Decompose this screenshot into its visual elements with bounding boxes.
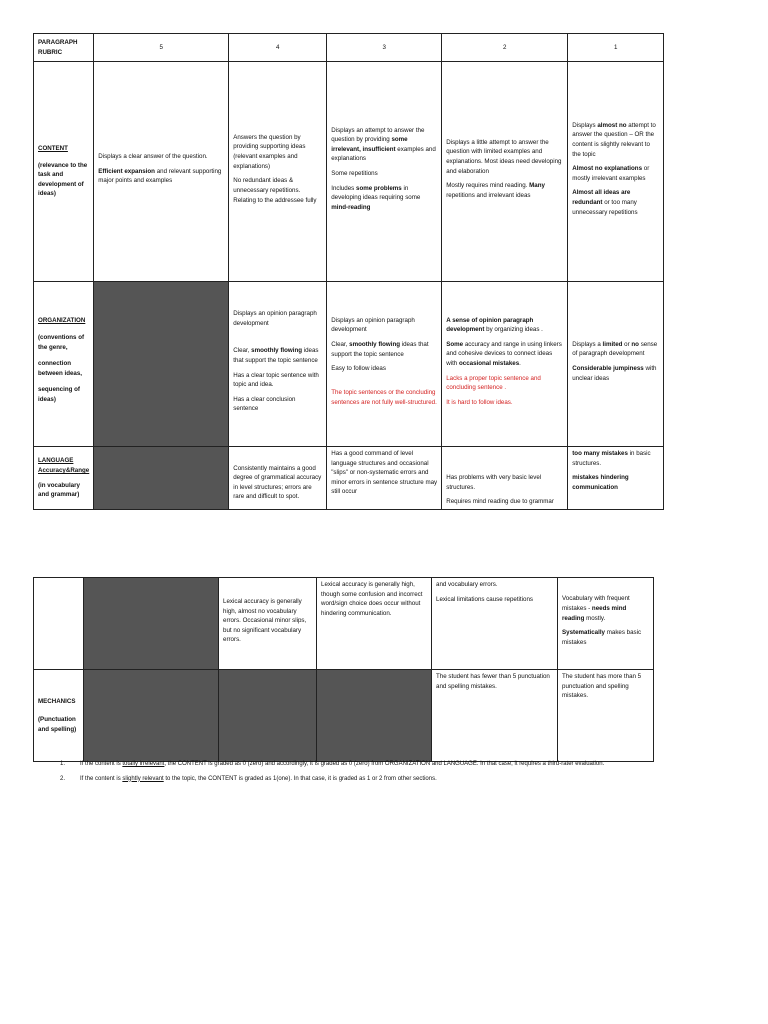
rubric-table-top [33, 33, 664, 510]
language-score-5-empty [94, 447, 229, 510]
language-s4: Consistently maintains a good degree of grammatical accuracy in level structures; errors are rare and difficult to spot. [233, 464, 322, 501]
content-desc: (relevance to the task and development of ideas) [38, 161, 88, 198]
mechanics-name: MECHANICS [38, 697, 76, 705]
organization-s4-p4: Has a clear conclusion sentence [233, 395, 296, 413]
language-criterion [34, 447, 94, 510]
content-score-3 [327, 62, 442, 282]
footnote-1-text: If the content is totally irrelevant, the CONTENT is graded as 0 (zero) and accordingly, it is graded as 0 (zero) from ORGANIZATION and LANGUAGE. In that case, it requires a third-rater evaluation. [80, 761, 605, 767]
footnote-2-text: If the content is slightly relevant to the topic, the CONTENT is graded as 1(one). In that case, it is graded as 1 or 2 from other sections. [80, 775, 437, 782]
mechanics-score-1 [558, 670, 654, 762]
content-score-4 [229, 62, 327, 282]
content-criterion [34, 62, 94, 282]
vocabulary-score-3 [317, 578, 432, 670]
score-3-header: 3 [327, 34, 442, 62]
content-s1-p2: Almost no explanations or mostly irrelevant examples [572, 165, 650, 182]
organization-desc-3: sequencing of ideas) [38, 386, 80, 404]
content-s3-p3: Includes some problems in developing ideas requiring some mind-reading [331, 184, 421, 211]
language-score-2 [442, 447, 568, 510]
organization-score-2 [442, 282, 568, 447]
language-score-1 [568, 447, 664, 510]
score-1-header: 1 [568, 34, 664, 62]
content-s5-p1: Displays a clear answer of the question. [98, 153, 208, 161]
vocabulary-criterion-empty [34, 578, 84, 670]
language-score-4 [229, 447, 327, 510]
footnote-1-number: 1. [60, 761, 66, 767]
language-row [34, 447, 664, 510]
mechanics-desc: (Punctuation and spelling) [38, 716, 77, 733]
content-s2-p2: Mostly requires mind reading. Many repetitions and irrelevant ideas [446, 182, 545, 199]
organization-desc-2: connection between ideas, [38, 360, 83, 377]
content-s2-p1: Displays a little attempt to answer the question with limited examples and explanations. Most ideas need developing and elaboration [446, 138, 562, 175]
organization-name: ORGANIZATION [38, 317, 86, 325]
organization-s3-p4: The topic sentences or the concluding sentences are not fully well-structured. [331, 388, 437, 406]
organization-score-4 [229, 282, 327, 447]
organization-criterion [34, 282, 94, 447]
content-s5-p2: Efficient expansion and relevant supporting major points and examples [98, 167, 222, 185]
organization-s3-p1: Displays an opinion paragraph development [331, 316, 415, 334]
organization-score-3 [327, 282, 442, 447]
vocabulary-s1-p2: Systematically makes basic mistakes [562, 629, 642, 646]
rubric-table-bottom [33, 577, 654, 762]
organization-desc-1: (conventions of the genre, [38, 333, 85, 351]
content-score-5 [94, 62, 229, 282]
language-name: LANGUAGE Accuracy&Range [38, 457, 90, 474]
mechanics-score-2 [432, 670, 558, 762]
score-4-header: 4 [229, 34, 327, 62]
vocabulary-score-1 [558, 578, 654, 670]
organization-score-1 [568, 282, 664, 447]
content-s3-p2: Some repetitions [331, 170, 378, 177]
vocabulary-s4: Lexical accuracy is generally high, almost no vocabulary errors. Occasional minor slips, but no significant vocabulary errors. [223, 597, 307, 644]
language-score-3 [327, 447, 442, 510]
organization-s3-p2: Clear, smoothly flowing ideas that support the topic sentence [331, 341, 429, 358]
content-s1-p1: Displays almost no attempt to answer the question – OR the content is slightly relevant to the topic [572, 121, 656, 158]
content-name: CONTENT [38, 144, 68, 152]
organization-s4-p3: Has a clear topic sentence with topic and idea. [233, 371, 319, 389]
vocabulary-score-4 [219, 578, 317, 670]
language-s3: Has a good command of level language structures and occasional "slips" or non-systematic errors and minor errors in sentence structure may still occur [331, 450, 438, 496]
content-s4-p1: Answers the question by providing supporting ideas (relevant examples and explanations) [233, 133, 306, 170]
language-desc: (in vocabulary and grammar) [38, 481, 80, 499]
mechanics-score-5-empty [84, 670, 219, 762]
vocabulary-s3: Lexical accuracy is generally high, though some confusion and incorrect word/sign choice does occur without hindering communication. [321, 581, 423, 617]
mechanics-score-4-empty [219, 670, 317, 762]
organization-row [34, 282, 664, 447]
content-row [34, 62, 664, 282]
footnotes [60, 760, 750, 789]
organization-s2-p2: Some accuracy and range in using linkers and cohesive devices to connect ideas with occasional mistakes. [446, 340, 562, 367]
header-row [34, 34, 664, 62]
footnote-1 [60, 760, 750, 770]
organization-score-5-empty [94, 282, 229, 447]
content-score-2 [442, 62, 568, 282]
vocabulary-s1-p1: Vocabulary with frequent mistakes - needs mind reading mostly. [562, 595, 630, 622]
language-s1-p2: mistakes hindering communication [572, 474, 629, 491]
organization-s3-p3: Easy to follow ideas [331, 365, 386, 373]
organization-s4-p1: Displays an opinion paragraph development [233, 310, 317, 327]
organization-s2-p3: Lacks a proper topic sentence and concluding sentence . [446, 374, 541, 392]
vocabulary-score-5-empty [84, 578, 219, 670]
content-s1-p3: Almost all ideas are redundant or too many unnecessary repetitions [572, 189, 638, 216]
organization-s2-p1: A sense of opinion paragraph development by organizing ideas . [446, 316, 543, 334]
mechanics-criterion [34, 670, 84, 762]
score-2-header: 2 [442, 34, 568, 62]
language-s1-p1: too many mistakes in basic structures. [572, 450, 651, 467]
content-s4-p2: No redundant ideas & unnecessary repetitions. Relating to the addressee fully [233, 177, 317, 204]
footnote-2-number: 2. [60, 775, 66, 782]
mechanics-score-3-empty [317, 670, 432, 762]
vocabulary-s2-p1: Lexical limitations cause repetitions [436, 595, 533, 603]
organization-s1-p1: Displays a limited or no sense of paragraph development [572, 340, 658, 358]
score-5-header: 5 [94, 34, 229, 62]
vocabulary-score-2 [432, 578, 558, 670]
footnote-2 [60, 775, 750, 785]
mechanics-s2: The student has fewer than 5 punctuation and spelling mistakes. [436, 673, 550, 690]
vocabulary-row [34, 578, 654, 670]
language-s2-p2: Requires mind reading due to grammar [446, 498, 554, 506]
content-score-1 [568, 62, 664, 282]
organization-s4-p2: Clear, smoothly flowing ideas that support the topic sentence [233, 347, 319, 364]
mechanics-s1: The student has more than 5 punctuation and spelling mistakes. [562, 673, 642, 700]
content-s3-p1: Displays an attempt to answer the question by providing some irrelevant, insufficient examples and explanations [331, 126, 436, 163]
vocabulary-s2-p0: and vocabulary errors. [436, 581, 498, 588]
organization-s2-p4: It is hard to follow ideas. [446, 398, 513, 406]
organization-s1-p2: Considerable jumpiness with unclear ideas [572, 365, 657, 382]
mechanics-row [34, 670, 654, 762]
rubric-title: PARAGRAPH RUBRIC [34, 34, 94, 62]
language-s2-p1: Has problems with very basic level structures. [446, 474, 542, 491]
